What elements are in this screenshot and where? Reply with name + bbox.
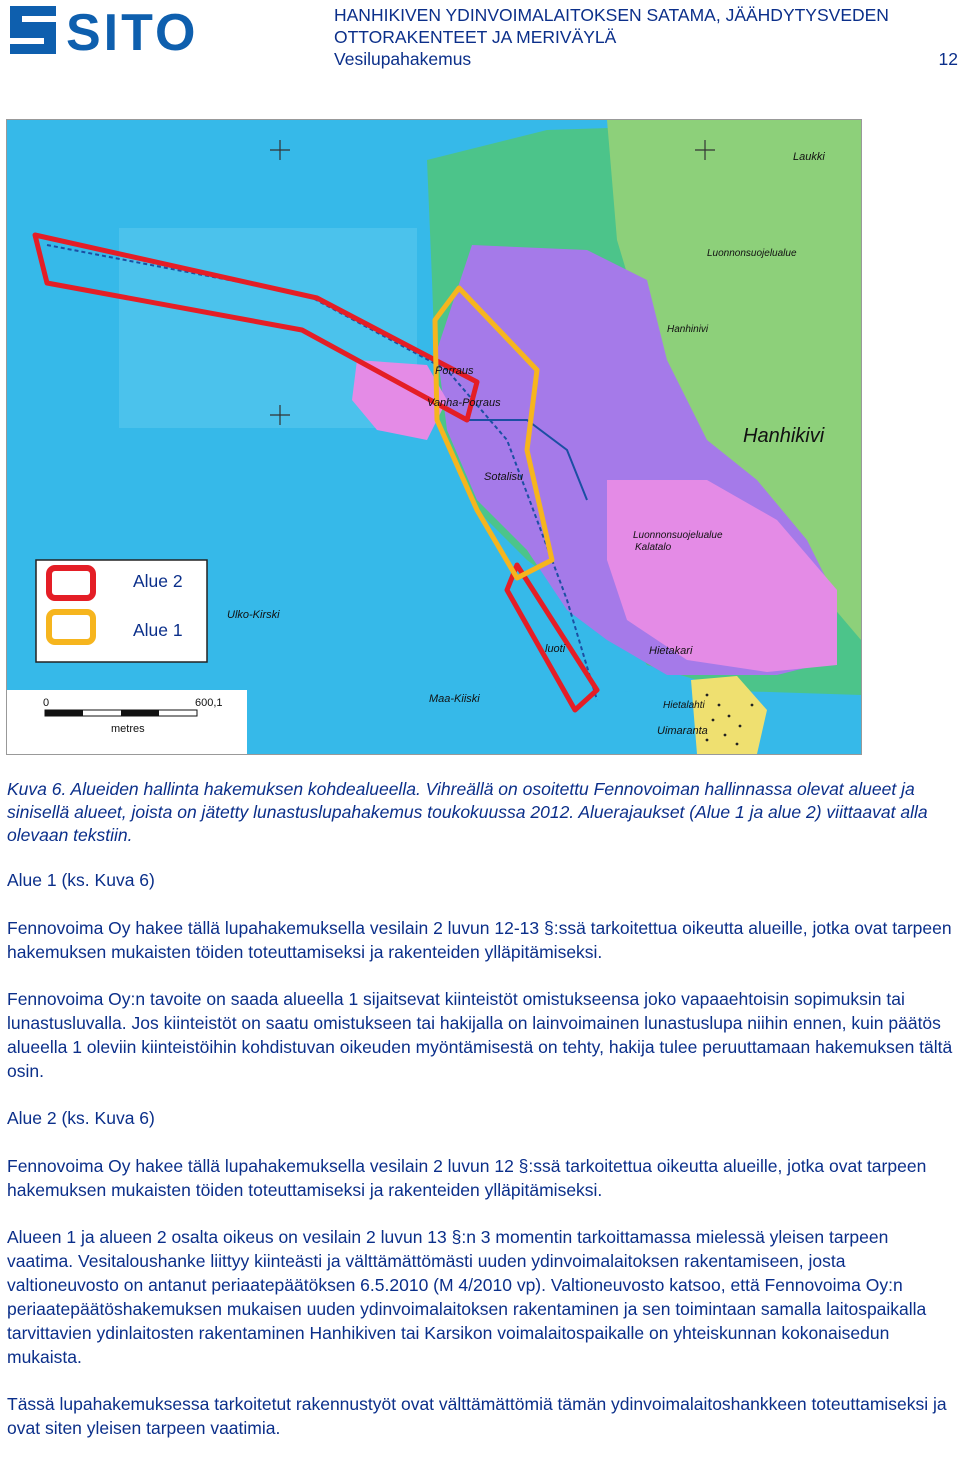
- paragraph-5: Tässä lupahakemuksessa tarkoitetut rakennustyöt ovat välttämättömiä tämän ydinvoimalaitoshankkeen toteuttamiseksi ja ovat siten yleisen tarpeen vaatimia.: [7, 1394, 947, 1438]
- label-laukki: Laukki: [793, 151, 825, 163]
- label-porraus: Porraus: [435, 365, 474, 377]
- label-uimaranta: Uimaranta: [657, 725, 708, 737]
- map-legend: [36, 560, 207, 662]
- label-reserve-south: Luonnonsuojelualue: [633, 530, 723, 541]
- legend-area1-label: Alue 1: [133, 620, 183, 640]
- header-title-line1: HANHIKIVEN YDINVOIMALAITOKSEN SATAMA, JÄÄHDYTYSVEDEN: [334, 5, 889, 25]
- label-reserve-north: Luonnonsuojelualue: [707, 248, 797, 259]
- paragraph-2: Fennovoima Oy:n tavoite on saada alueella 1 sijaitsevat kiinteistöt omistukseensa joko vapaaehtoisin sopimuksin tai lunastusluvalla. Jos kiinteistöt on saatu omistukseen tai hakijalla on lainvoimainen lunastuslupa niihin ennen, kuin päätös alueella 1 oleviin kiinteistöihin kohdistuvan oikeuden myöntämisestä on tehty, hakija tulee peruuttamaan hakemuksen tältä osin.: [7, 989, 953, 1081]
- label-hietalahti: Hietalahti: [663, 700, 705, 711]
- area2-heading: Alue 2 (ks. Kuva 6): [7, 1108, 155, 1128]
- scale-end: 600,1: [195, 697, 223, 709]
- document-body: [7, 868, 957, 1463]
- header-subtitle: Vesilupahakemus: [334, 49, 472, 69]
- figure-caption: Kuva 6. Alueiden hallinta hakemuksen kohdealueella. Vihreällä on osoitettu Fennovoiman hallinnassa olevat alueet ja sinisellä alueet, joista on jätetty lunastuslupahakemus toukokuussa 2012. Aluerajaukset (Alue 1 ja alue 2) viittaavat alla olevaan tekstiin.: [7, 779, 928, 845]
- document-header: [334, 4, 960, 70]
- map-canvas: [7, 120, 861, 754]
- logo-wordmark: SITO: [66, 4, 199, 58]
- label-sotalisu: Sotalisu: [484, 471, 524, 483]
- label-vanha-porraus: Vanha-Porraus: [427, 397, 501, 409]
- paragraph-1: Fennovoima Oy hakee tällä lupahakemuksella vesilain 2 luvun 12-13 §:ssä tarkoitettua oikeutta alueille, jotka ovat tarpeen hakemuksen mukaisten töiden toteuttamiseksi ja rakenteiden ylläpitämiseksi.: [7, 918, 952, 962]
- legend-area2-label: Alue 2: [133, 571, 183, 591]
- scale-bar: [7, 690, 247, 754]
- scale-start: 0: [43, 697, 50, 709]
- label-hanhikivi: Hanhikivi: [743, 425, 825, 447]
- map-figure: [6, 119, 862, 755]
- label-ulko-kirski: Ulko-Kirski: [227, 609, 280, 621]
- paragraph-3: Fennovoima Oy hakee tällä lupahakemuksella vesilain 2 luvun 12 §:ssä tarkoitettua oikeutta alueille, jotka ovat tarpeen hakemuksen mukaisten töiden toteuttamiseksi ja rakenteiden ylläpitämiseksi.: [7, 1156, 927, 1200]
- label-hietakari: Hietakari: [649, 645, 693, 657]
- label-hanhinivi: Hanhinivi: [667, 324, 709, 335]
- sito-logo: [6, 2, 228, 58]
- paragraph-4: Alueen 1 ja alueen 2 osalta oikeus on vesilain 2 luvun 13 §:n 3 momentin tarkoittamassa mielessä yleisen tarpeen vaatima. Vesitaloushanke liittyy kiinteästi ja välttämättömästi uuden ydinvoimalaitoksen rakentamiseen, josta valtioneuvosto on antanut periaatepäätöksen 6.5.2010 (M 4/2010 vp). Valtioneuvosto katsoo, että Fennovoima Oy:n periaatepäätöshakemuksen mukaisen uuden ydinvoimalaitoksen rakentaminen ja sen toimintaan samalla laitospaikalla tarvittavien ydinlaitosten rakentaminen Hanhikiven tai Karsikon voimalaitospaikalle on yhteiskunnan kokonaisedun mukaista.: [7, 1227, 927, 1367]
- area1-heading: Alue 1 (ks. Kuva 6): [7, 870, 155, 890]
- scale-unit: metres: [111, 723, 145, 735]
- header-title-line2: OTTORAKENTEET JA MERIVÄYLÄ: [334, 27, 617, 47]
- page-number: 12: [938, 49, 958, 69]
- label-maa-kiiski: Maa-Kiiski: [429, 693, 480, 705]
- label-kalatalo: Kalatalo: [635, 542, 672, 553]
- header-subtitle-row: [334, 48, 958, 70]
- label-luoti: luoti: [545, 643, 566, 655]
